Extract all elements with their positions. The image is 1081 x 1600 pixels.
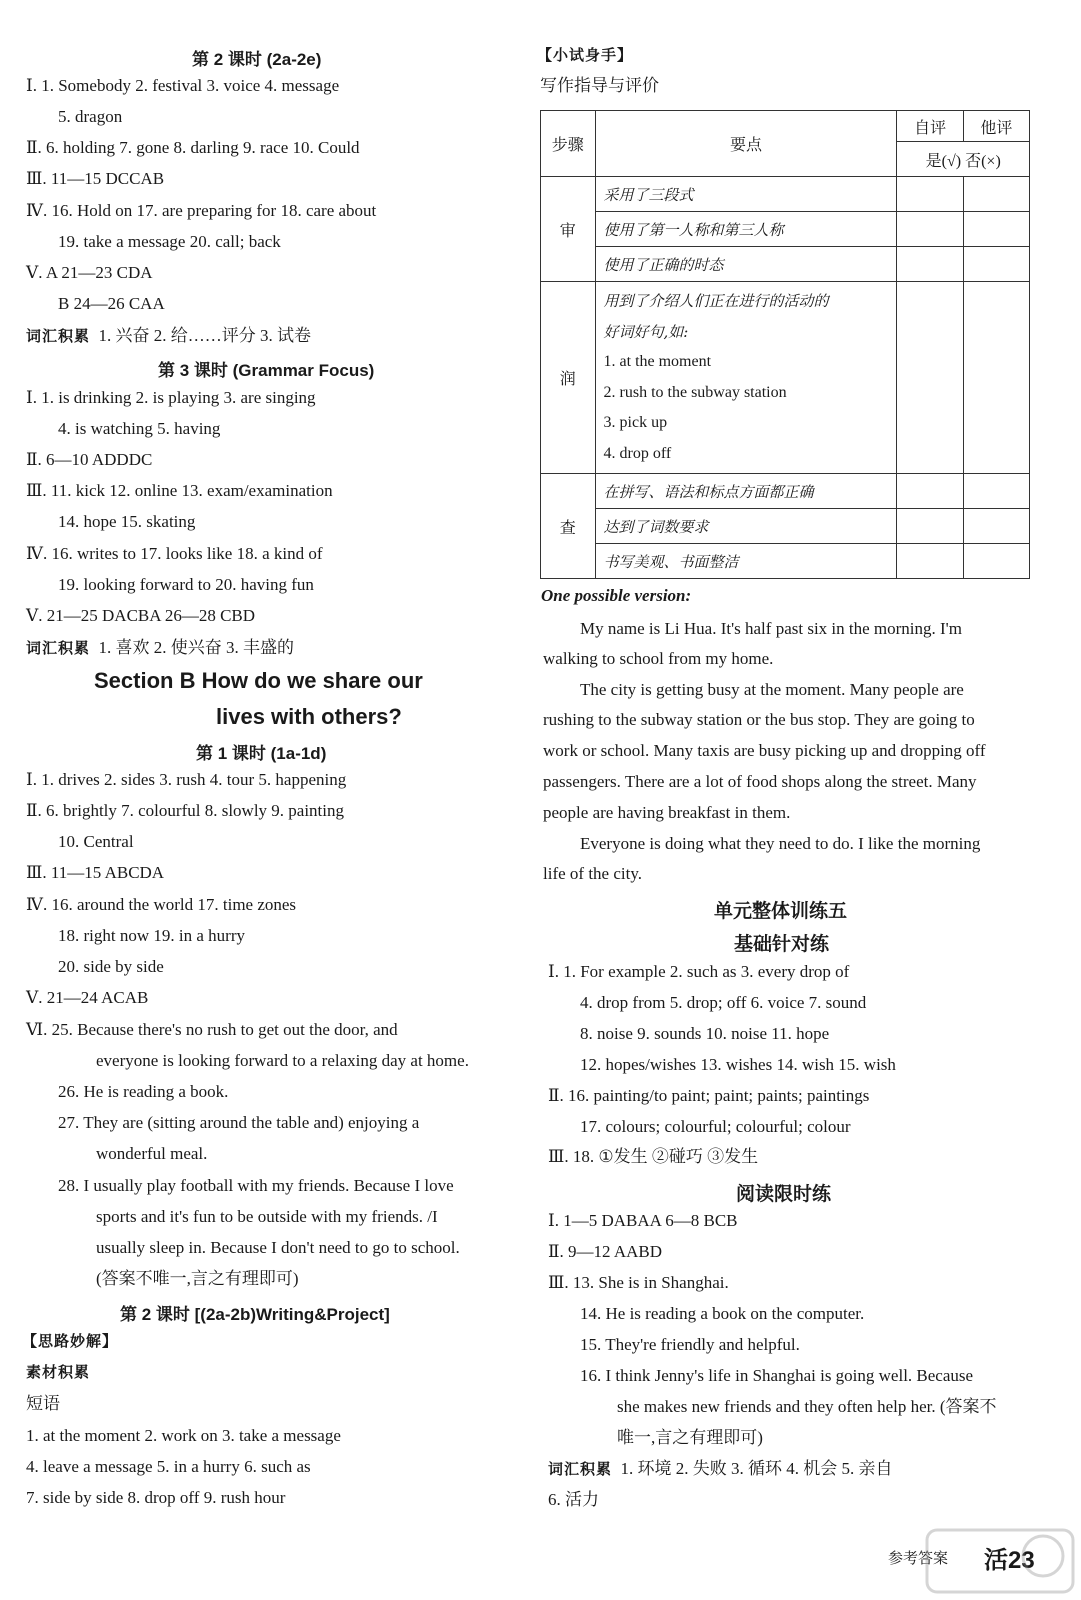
answer-line: 10. Central — [58, 832, 134, 851]
table-row: 使用了第一人称和第三人称 — [595, 212, 897, 247]
answer-line: (答案不唯一,言之有理即可) — [96, 1269, 299, 1288]
answer-line: Ⅳ. 16. Hold on 17. are preparing for 18. care about — [26, 201, 377, 220]
answer-line: sports and it's fun to be outside with my friends. /I — [96, 1207, 438, 1226]
answer-line: 20. side by side — [58, 957, 164, 976]
table-line: 2. rush to the subway station — [603, 383, 787, 401]
answer-line: Ⅲ. 18. ①发生 ②碰巧 ③发生 — [548, 1147, 759, 1166]
table-line: 4. drop off — [603, 444, 672, 462]
table-row: 采用了三段式 — [595, 177, 897, 212]
vocab-text: 1. 环境 2. 失败 3. 循环 4. 机会 5. 亲自 — [620, 1459, 893, 1478]
answer-line: everyone is looking forward to a relaxing day at home. — [96, 1051, 469, 1070]
essay-line: My name is Li Hua. It's half past six in the morning. I'm — [580, 619, 962, 638]
answer-line: Ⅰ. 1. Somebody 2. festival 3. voice 4. message — [26, 76, 340, 95]
answer-line: 14. hope 15. skating — [58, 512, 196, 531]
answer-line: Ⅲ. 11. kick 12. online 13. exam/examination — [26, 481, 333, 500]
phrase-label: 短语 — [26, 1394, 60, 1413]
answer-line: Ⅴ. 21—25 DACBA 26—28 CBD — [26, 606, 256, 625]
vocab-text: 1. 兴奋 2. 给……评分 3. 试卷 — [98, 326, 312, 345]
table-group-3: 查 — [541, 474, 596, 579]
essay-line: life of the city. — [543, 864, 642, 883]
answer-line: Ⅳ. 16. around the world 17. time zones — [26, 895, 297, 914]
section-b-title-cont: lives with others? — [216, 704, 402, 729]
table-header-step: 步骤 — [541, 111, 596, 177]
answer-line: 唯一,言之有理即可) — [617, 1428, 763, 1447]
answer-line: Ⅱ. 16. painting/to paint; paint; paints; paintings — [548, 1086, 870, 1105]
answer-line: Ⅴ. A 21—23 CDA — [26, 263, 153, 282]
table-header-peer: 他评 — [963, 111, 1029, 142]
table-row: 书写美观、书面整洁 — [595, 544, 897, 579]
lesson2-heading: 第 2 课时 (2a-2e) — [192, 50, 322, 69]
table-row: 在拼写、语法和标点方面都正确 — [595, 474, 897, 509]
vocab-line — [26, 637, 294, 660]
answer-line: 4. drop from 5. drop; off 6. voice 7. sound — [580, 993, 867, 1012]
answer-line: 15. They're friendly and helpful. — [580, 1335, 800, 1354]
vocab-line-cont: 6. 活力 — [548, 1490, 599, 1509]
table-row: 达到了词数要求 — [595, 509, 897, 544]
answer-line: 26. He is reading a book. — [58, 1082, 229, 1101]
answer-line: Ⅰ. 1—5 DABAA 6—8 BCB — [548, 1211, 738, 1230]
answer-line: 14. He is reading a book on the computer. — [580, 1304, 865, 1323]
reading-title: 阅读限时练 — [736, 1184, 832, 1205]
page-number: 活23 — [984, 1547, 1035, 1574]
answer-line: Ⅱ. 6. holding 7. gone 8. darling 9. race 10. Could — [26, 138, 360, 157]
answer-line: Ⅱ. 6—10 ADDDC — [26, 450, 153, 469]
phrase-line: 1. at the moment 2. work on 3. take a message — [26, 1426, 341, 1445]
essay-line: Everyone is doing what they need to do. I like the morning — [580, 834, 981, 853]
watermark-logo — [925, 1526, 1075, 1596]
vocab-label: 词汇积累 — [26, 328, 91, 345]
answer-line: Ⅵ. 25. Because there's no rush to get out the door, and — [26, 1020, 398, 1039]
unit-title: 单元整体训练五 — [714, 901, 848, 922]
answer-line: 19. looking forward to 20. having fun — [58, 575, 314, 594]
answer-line: 8. noise 9. sounds 10. noise 11. hope — [580, 1024, 830, 1043]
answer-line: Ⅲ. 11—15 DCCAB — [26, 169, 165, 188]
vocab-line — [26, 325, 311, 348]
answer-line: Ⅴ. 21—24 ACAB — [26, 988, 149, 1007]
writing-evaluation-table — [540, 110, 1030, 579]
table-group-1: 审 — [541, 177, 596, 282]
answer-line: 27. They are (sitting around the table and) enjoying a — [58, 1113, 420, 1132]
try-label: 【小试身手】 — [537, 47, 634, 64]
table-row: 使用了正确的时态 — [595, 247, 897, 282]
table-header-self: 自评 — [897, 111, 963, 142]
phrase-line: 7. side by side 8. drop off 9. rush hour — [26, 1488, 286, 1507]
answer-line: 16. I think Jenny's life in Shanghai is going well. Because — [580, 1366, 974, 1385]
version-label: One possible version: — [541, 586, 692, 605]
basic-title: 基础针对练 — [734, 934, 830, 955]
table-line: 3. pick up — [603, 414, 668, 431]
b-lesson2-heading: 第 2 课时 [(2a-2b)Writing&Project] — [120, 1305, 390, 1324]
phrase-line: 4. leave a message 5. in a hurry 6. such as — [26, 1457, 311, 1476]
table-line: 1. at the moment — [603, 353, 712, 370]
answer-line: 4. is watching 5. having — [58, 419, 221, 438]
answer-line: Ⅲ. 11—15 ABCDA — [26, 863, 165, 882]
answer-line: 5. dragon — [58, 107, 123, 126]
essay-line: walking to school from my home. — [543, 649, 774, 668]
answer-line: B 24—26 CAA — [58, 294, 165, 313]
answer-line: Ⅱ. 9—12 AABD — [548, 1242, 663, 1261]
essay-line: rushing to the subway station or the bus stop. They are going to — [543, 710, 975, 729]
table-header-point: 要点 — [595, 111, 897, 177]
b-lesson1-heading: 第 1 课时 (1a-1d) — [196, 744, 327, 763]
answer-line: usually sleep in. Because I don't need to go to school. — [96, 1238, 460, 1257]
answer-line: 19. take a message 20. call; back — [58, 232, 281, 251]
answer-line: 12. hopes/wishes 13. wishes 14. wish 15. wish — [580, 1055, 896, 1074]
table-line: 好词好句,如: — [603, 322, 689, 341]
footer-label: 参考答案 — [888, 1550, 949, 1567]
table-line: 用到了介绍人们正在进行的活动的 — [603, 292, 829, 310]
answer-line: Ⅲ. 13. She is in Shanghai. — [548, 1273, 729, 1292]
ideas-label: 【思路妙解】 — [22, 1333, 119, 1350]
table-group-2: 润 — [541, 282, 596, 474]
table-row-multiline — [595, 282, 897, 474]
material-label: 素材积累 — [26, 1364, 91, 1381]
lesson3-heading: 第 3 课时 (Grammar Focus) — [158, 361, 375, 380]
essay-line: The city is getting busy at the moment. Many people are — [580, 680, 964, 699]
answer-line: Ⅰ. 1. is drinking 2. is playing 3. are singing — [26, 388, 316, 407]
guide-label: 写作指导与评价 — [540, 76, 659, 95]
vocab-text: 1. 喜欢 2. 使兴奋 3. 丰盛的 — [98, 638, 295, 657]
section-b-title: Section B How do we share our — [94, 668, 423, 693]
vocab-line — [548, 1458, 893, 1481]
table-header-yesno: 是(√) 否(×) — [897, 142, 1030, 177]
answer-line: 17. colours; colourful; colourful; colour — [580, 1117, 851, 1136]
essay-line: work or school. Many taxis are busy picking up and dropping off — [543, 741, 986, 760]
answer-line: she makes new friends and they often help her. (答案不 — [617, 1397, 997, 1416]
answer-line: Ⅰ. 1. For example 2. such as 3. every drop of — [548, 962, 850, 981]
answer-line: 28. I usually play football with my friends. Because I love — [58, 1176, 454, 1195]
vocab-label: 词汇积累 — [548, 1461, 613, 1478]
vocab-label: 词汇积累 — [26, 640, 91, 657]
answer-line: Ⅱ. 6. brightly 7. colourful 8. slowly 9. painting — [26, 801, 345, 820]
essay-line: people are having breakfast in them. — [543, 803, 791, 822]
essay-line: passengers. There are a lot of food shops along the street. Many — [543, 772, 977, 791]
answer-line: Ⅰ. 1. drives 2. sides 3. rush 4. tour 5. happening — [26, 770, 347, 789]
answer-line: wonderful meal. — [96, 1144, 208, 1163]
answer-line: Ⅳ. 16. writes to 17. looks like 18. a kind of — [26, 544, 323, 563]
answer-line: 18. right now 19. in a hurry — [58, 926, 245, 945]
